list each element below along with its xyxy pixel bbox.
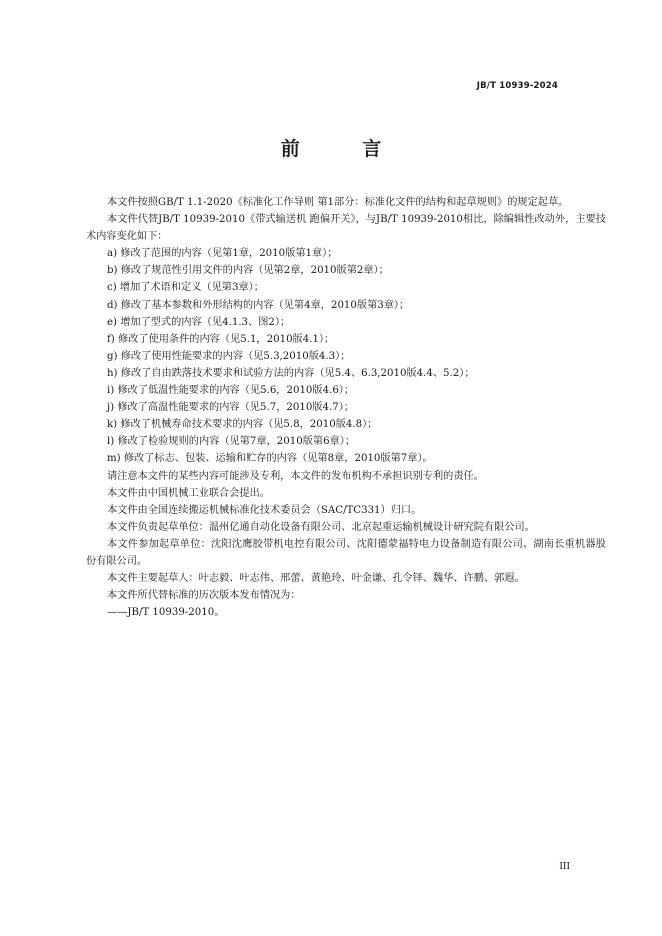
change-item: b) 修改了规范性引用文件的内容（见第2章，2010版第2章）； <box>107 265 389 277</box>
paragraph-proposer: 本文件由中国机械工业联合会提出。 <box>107 487 270 499</box>
change-item: k) 修改了机械寿命技术要求的内容（见5.8，2010版4.8）； <box>107 419 378 431</box>
paragraph-drafting-rules: 本文件按照GB/T 1.1-2020《标准化工作导则 第1部分：标准化文件的结构和起草规则》的规定起草。 <box>107 197 569 208</box>
change-item: c) 增加了术语和定义（见第3章）； <box>107 282 264 294</box>
change-item: d) 修改了基本参数和外形结构的内容（见第4章，2010版第3章）； <box>107 299 410 311</box>
page-number: III <box>559 862 570 872</box>
standard-code: JB/T 10939-2024 <box>476 81 558 91</box>
change-item: f) 修改了使用条件的内容（见5.1，2010版4.1）； <box>107 333 335 345</box>
page-title: 前 言 <box>280 138 410 160</box>
change-item: j) 修改了高温性能要求的内容（见5.7，2010版4.7）； <box>107 402 354 414</box>
change-item: e) 增加了型式的内容（见4.1.3、图2）； <box>107 316 291 328</box>
change-item: m) 修改了标志、包装、运输和贮存的内容（见第8章，2010版第7章）。 <box>107 453 433 465</box>
paragraph-committee: 本文件由全国连续搬运机械标准化技术委员会（SAC/TC331）归口。 <box>107 504 422 516</box>
paragraph-patent-notice: 请注意本文件的某些内容可能涉及专利，本文件的发布机构不承担识别专利的责任。 <box>107 470 484 482</box>
change-item: h) 修改了自由跌落技术要求和试验方法的内容（见5.4、6.3,2010版4.4、5.2）； <box>107 367 475 379</box>
paragraph-history-item: ——JB/T 10939-2010。 <box>107 607 225 619</box>
paragraph-drafters: 本文件主要起草人：叶志毅、叶志伟、邢蕾、黄艳玲、叶金谦、孔令铎、魏华、许鹏、郭遐。 <box>107 573 525 585</box>
change-item: a) 修改了范围的内容（见第1章，2010版第1章）； <box>107 248 338 260</box>
change-item: i) 修改了低温性能要求的内容（见5.6，2010版4.6）； <box>107 385 355 397</box>
change-item: l) 修改了检验规则的内容（见第7章，2010版第6章）； <box>107 436 356 448</box>
paragraph-replaces: 本文件代替JB/T 10939-2010《带式输送机 跑偏开关》，与JB/T 10939-2010相比，除编辑性改动外，主要技术内容变化如下： <box>86 214 606 243</box>
paragraph-main-drafter: 本文件负责起草单位：温州亿通自动化设备有限公司、北京起重运输机械设计研究院有限公司。 <box>107 521 535 533</box>
foreword-content <box>86 194 606 621</box>
paragraph-participating-drafters: 本文件参加起草单位：沈阳沈鹰胶带机电控有限公司、沈阳德蒙福特电力设备制造有限公司、湖南长重机器股份有限公司。 <box>86 538 606 567</box>
change-item: g) 修改了使用性能要求的内容（见5.3,2010版4.3）； <box>107 350 351 362</box>
paragraph-history: 本文件所代替标准的历次版本发布情况为： <box>107 590 301 602</box>
